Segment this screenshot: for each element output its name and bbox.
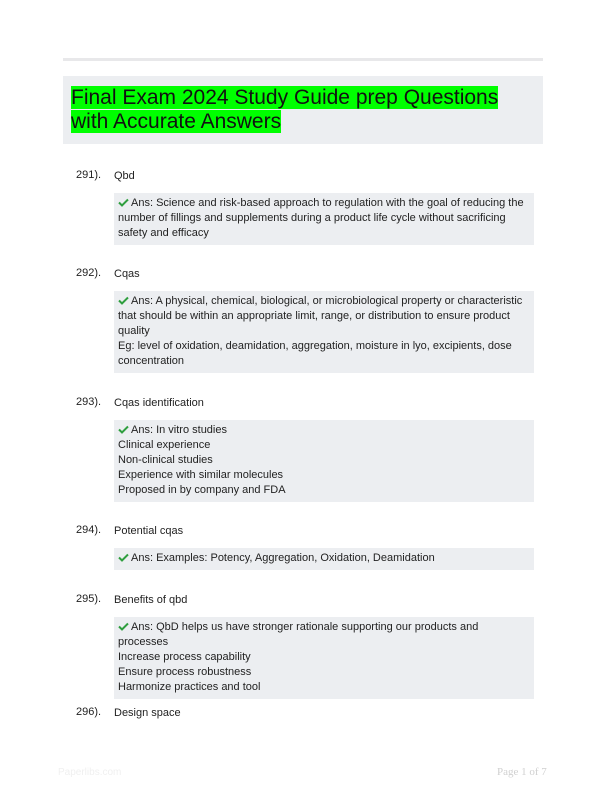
answer-box (114, 617, 534, 699)
document-title (71, 86, 511, 134)
title-line-1: Final Exam 2024 Study Guide prep Questions (71, 86, 499, 109)
answer-box (114, 548, 534, 570)
question-number: 292). (76, 267, 102, 279)
question-text: Cqas identification (114, 397, 204, 409)
answer-line: Experience with similar molecules (118, 469, 284, 481)
check-icon (118, 553, 129, 562)
answer-line: Eg: level of oxidation, deamidation, aggregation, moisture in lyo, excipients, dose concentration (118, 340, 512, 367)
question-text: Benefits of qbd (114, 594, 188, 606)
question-number: 296). (76, 706, 102, 718)
question-number: 291). (76, 169, 102, 181)
answer-text: Ans: A physical, chemical, biological, or microbiological property or characteristic that should be within an appropriate limit, range, or distribution to ensure product quality (118, 295, 523, 337)
question-number: 294). (76, 524, 102, 536)
page-number: Page 1 of 7 (497, 766, 547, 778)
answer-line: Non-clinical studies (118, 454, 213, 466)
title-line-2: with Accurate Answers (71, 110, 282, 133)
check-icon (118, 198, 129, 207)
answer-line (118, 551, 528, 566)
question-text: Design space (114, 707, 181, 719)
answer-line: Increase process capability (118, 651, 251, 663)
answer-text: Ans: Examples: Potency, Aggregation, Oxidation, Deamidation (131, 552, 435, 564)
answer-line (118, 620, 528, 650)
answer-box (114, 193, 534, 245)
title-banner (63, 76, 543, 144)
answer-line: Harmonize practices and tool (118, 681, 261, 693)
answer-text: Ans: In vitro studies (131, 424, 227, 436)
question-text: Potential cqas (114, 525, 184, 537)
question-number: 295). (76, 593, 102, 605)
answer-text: Ans: Science and risk-based approach to regulation with the goal of reducing the number of fillings and supplements during a product life cycle without sacrificing safety and efficacy (118, 197, 524, 239)
check-icon (118, 622, 129, 631)
answer-box (114, 291, 534, 373)
question-text: Qbd (114, 170, 135, 182)
answer-text: Ans: QbD helps us have stronger rationale supporting our products and processes (118, 621, 479, 648)
top-divider (63, 58, 543, 61)
answer-line (118, 294, 528, 339)
answer-line: Proposed in by company and FDA (118, 484, 286, 496)
question-number: 293). (76, 396, 102, 408)
answer-line (118, 423, 528, 438)
answer-line (118, 196, 528, 241)
check-icon (118, 296, 129, 305)
question-text: Cqas (114, 268, 140, 280)
footer-watermark: Paperlibs.com (58, 767, 122, 778)
answer-box (114, 420, 534, 502)
answer-line: Clinical experience (118, 439, 211, 451)
check-icon (118, 425, 129, 434)
answer-line: Ensure process robustness (118, 666, 252, 678)
